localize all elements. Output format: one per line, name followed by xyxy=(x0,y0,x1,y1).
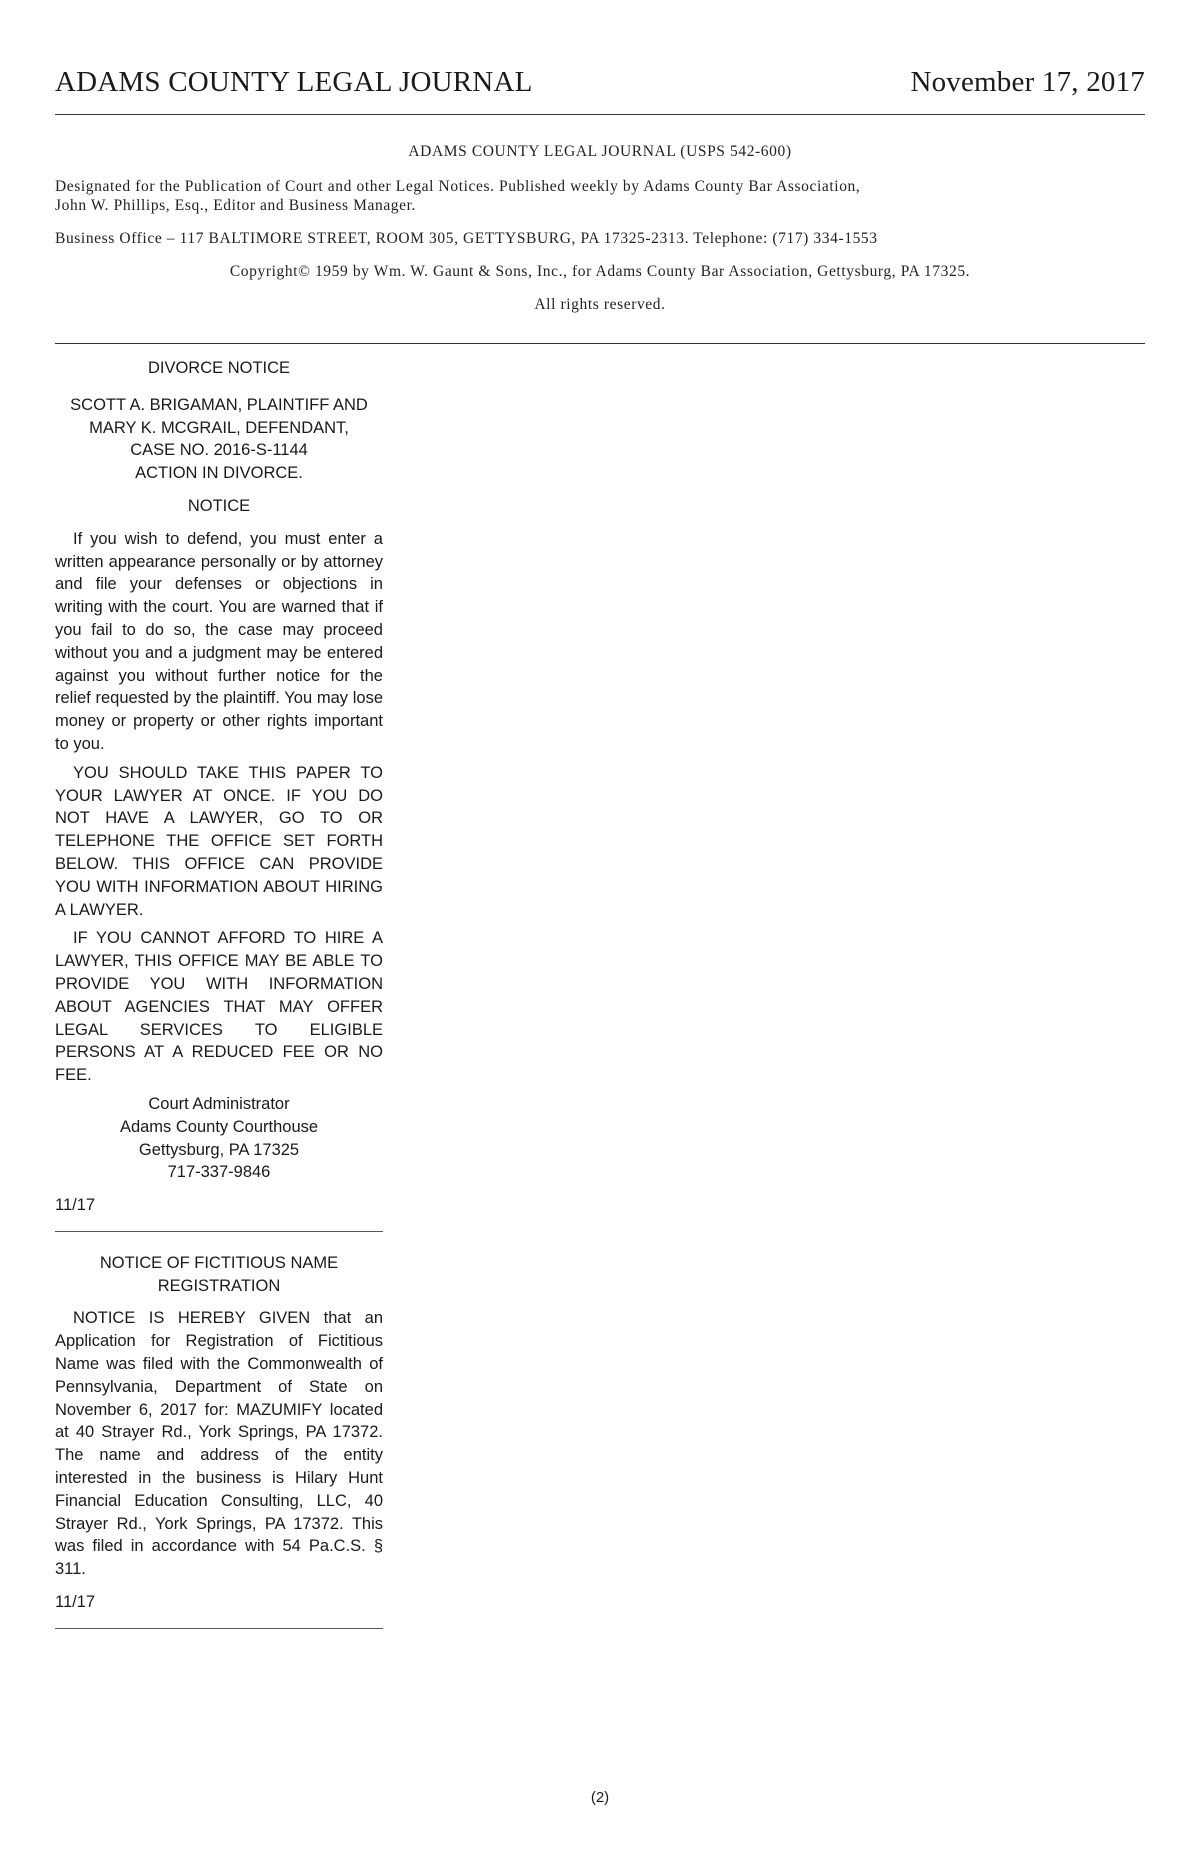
fictitious-name-notice xyxy=(55,1252,383,1629)
court-address xyxy=(55,1093,383,1184)
notice-dateline: 11/17 xyxy=(55,1593,96,1612)
designation-line: Designated for the Publication of Court and other Legal Notices. Published weekly by Adams County Bar Association, xyxy=(55,178,861,195)
masthead-rule xyxy=(55,343,1145,344)
running-head xyxy=(55,66,1145,106)
notice-subheading: NOTICE xyxy=(187,496,251,515)
editor-line: John W. Phillips, Esq., Editor and Business Manager. xyxy=(55,197,417,214)
address-line: Gettysburg, PA 17325 xyxy=(138,1140,300,1159)
designation-statement xyxy=(55,177,1145,215)
page-number: (2) xyxy=(590,1789,610,1806)
business-office-line: Business Office – 117 BALTIMORE STREET, ROOM 305, GETTYSBURG, PA 17325-2313. Telephone: (717) 334-1553 xyxy=(55,230,878,247)
notice-paragraph: IF YOU CANNOT AFFORD TO HIRE A LAWYER, THIS OFFICE MAY BE ABLE TO PROVIDE YOU WITH INFORMATION ABOUT AGENCIES THAT MAY OFFER LEGAL SERVICES TO ELIGIBLE PERSONS AT A REDUCED FEE OR NO FEE. xyxy=(55,929,383,1085)
notice-heading: DIVORCE NOTICE xyxy=(147,359,291,377)
divorce-notice xyxy=(55,357,383,1232)
caption-line: CASE NO. 2016-S-1144 xyxy=(130,441,308,460)
address-line: Adams County Courthouse xyxy=(119,1117,319,1136)
case-caption xyxy=(55,394,383,485)
masthead xyxy=(55,136,1145,314)
caption-line: ACTION IN DIVORCE. xyxy=(135,464,303,483)
issue-date: November 17, 2017 xyxy=(910,66,1145,98)
caption-line: SCOTT A. BRIGAMAN, PLAINTIFF AND xyxy=(70,395,368,414)
notice-paragraph: If you wish to defend, you must enter a written appearance personally or by attorney and file your defenses or objections in writing with the court. You are warned that if you fail to do so, the case may proceed without you and a judgment may be entered against you without further notice for the relief requested by the plaintiff. You may lose money or property or other rights important to you. xyxy=(55,529,383,753)
notice-heading xyxy=(55,1252,383,1298)
notice-paragraph: YOU SHOULD TAKE THIS PAPER TO YOUR LAWYER AT ONCE. IF YOU DO NOT HAVE A LAWYER, GO TO OR TELEPHONE THE OFFICE SET FORTH BELOW. THIS OFFICE CAN PROVIDE YOU WITH INFORMATION ABOUT HIRING A LAWYER. xyxy=(55,763,383,919)
notice-heading-line: REGISTRATION xyxy=(157,1276,281,1295)
notice-separator xyxy=(55,1628,383,1629)
address-line: 717-337-9846 xyxy=(167,1163,271,1182)
copyright-line: Copyright© 1959 by Wm. W. Gaunt & Sons, Inc., for Adams County Bar Association, Gettysburg, PA 17325. xyxy=(229,263,971,280)
rights-line: All rights reserved. xyxy=(534,296,666,313)
caption-line: MARY K. MCGRAIL, DEFENDANT, xyxy=(89,418,349,437)
header-rule xyxy=(55,114,1145,115)
notice-heading-line: NOTICE OF FICTITIOUS NAME xyxy=(99,1253,339,1272)
notice-paragraph: NOTICE IS HEREBY GIVEN that an Application for Registration of Fictitious Name was filed with the Commonwealth of Pennsylvania, Department of State on November 6, 2017 for: MAZUMIFY located at 40 Strayer Rd., York Springs, PA 17372. The name and address of the entity interested in the business is Hilary Hunt Financial Education Consulting, LLC, 40 Strayer Rd., York Springs, PA 17372. This was filed in accordance with 54 Pa.C.S. § 311. xyxy=(55,1309,383,1579)
notice-dateline: 11/17 xyxy=(55,1196,96,1215)
left-column xyxy=(55,357,383,1629)
usps-line: ADAMS COUNTY LEGAL JOURNAL (USPS 542-600) xyxy=(408,143,792,160)
address-line: Court Administrator xyxy=(148,1094,290,1113)
journal-title: ADAMS COUNTY LEGAL JOURNAL xyxy=(55,66,533,98)
